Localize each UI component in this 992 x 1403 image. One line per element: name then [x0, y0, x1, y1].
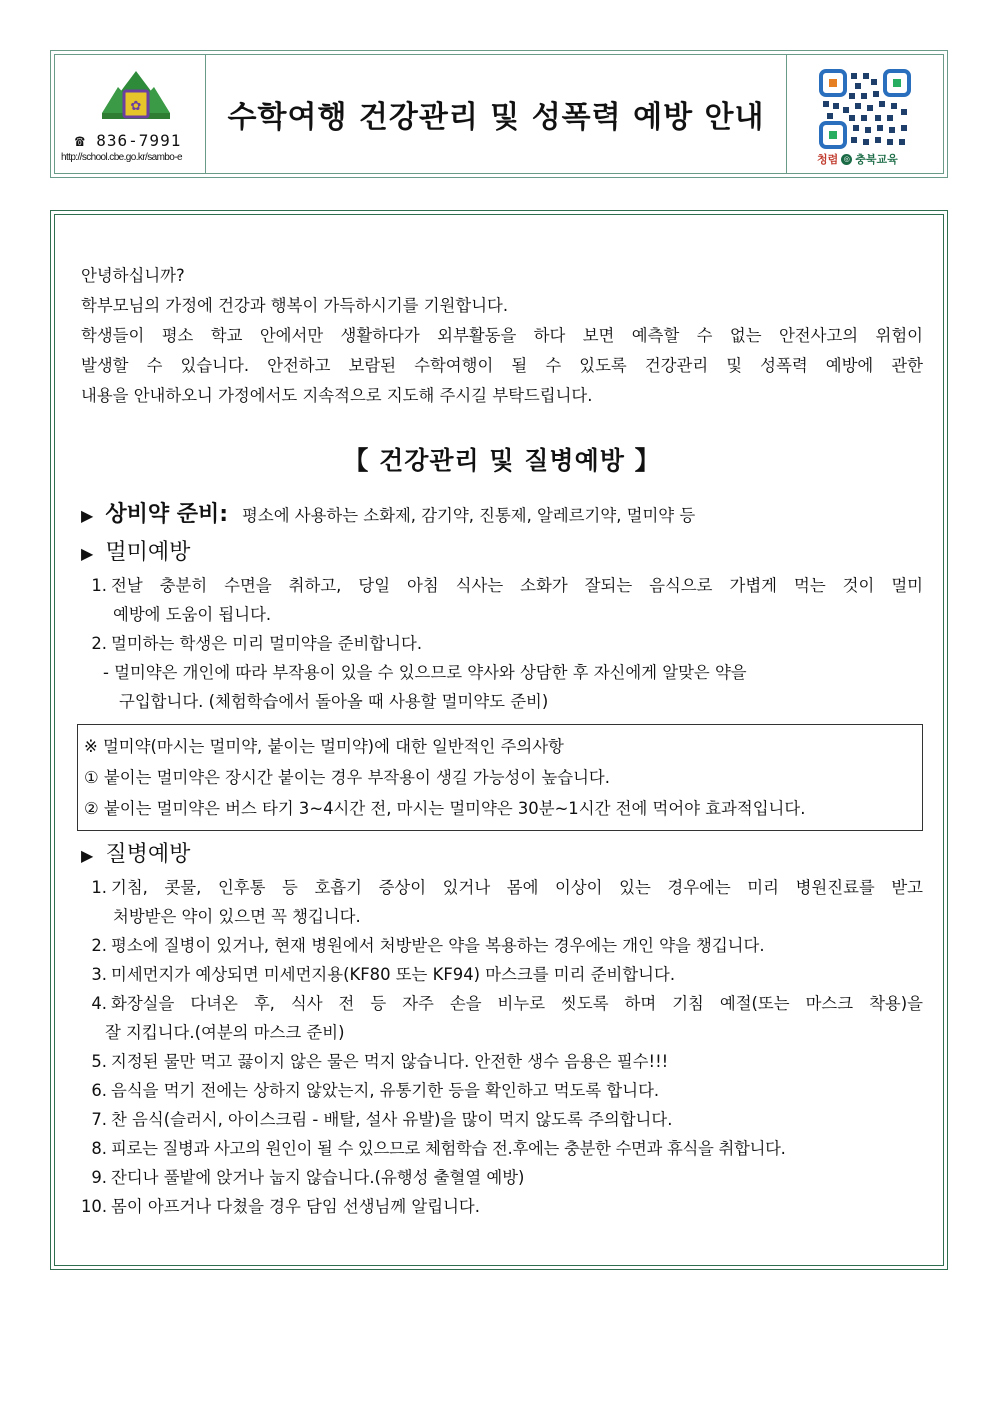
list-item: [81, 931, 923, 960]
header-frame: [50, 50, 948, 178]
intro-line: 안녕하십니까?: [81, 266, 185, 285]
medicine-label: 상비약 준비:: [105, 502, 229, 527]
item-text: 음식을 먹기 전에는 상하지 않았는지, 유통기한 등을 확인하고 먹도록 합니다.: [111, 1081, 660, 1100]
item-number: 5.: [91, 1052, 107, 1071]
motion-label: 멀미예방: [105, 540, 191, 565]
item-number: 2.: [91, 936, 107, 955]
item-number: 2.: [91, 634, 107, 653]
triangle-marker-icon: ▶: [81, 544, 94, 563]
school-info-cell: [55, 55, 206, 173]
list-item: [81, 1192, 923, 1221]
list-item: [81, 1105, 923, 1134]
item-line: 기침, 콧물, 인후통 등 호흡기 증상이 있거나 몸에 이상이 있는 경우에는 미리 병원진료를 받고: [111, 878, 923, 897]
medicine-text: 평소에 사용하는 소화제, 감기약, 진통제, 알레르기약, 멀미약 등: [242, 506, 696, 525]
item-number: 6.: [91, 1081, 107, 1100]
header-inner: [54, 54, 944, 174]
school-url[interactable]: http://school.cbe.go.kr/sambo-e: [61, 152, 182, 163]
sub-note: [81, 658, 923, 716]
intro-line: 내용을 안내하오니 가정에서도 지속적으로 지도해 주시길 부탁드립니다.: [81, 386, 593, 405]
item-number: 1.: [91, 576, 107, 595]
item-text: 몸이 아프거나 다쳤을 경우 담임 선생님께 알립니다.: [111, 1197, 480, 1216]
item-text: 지정된 물만 먹고 끓이지 않은 물은 먹지 않습니다. 안전한 생수 음용은 필수!!!: [111, 1052, 669, 1071]
sub-note-line: 구입합니다. (체험학습에서 돌아올 때 사용할 멀미약도 준비): [119, 692, 549, 711]
brand-mark-icon: ◎: [841, 154, 852, 165]
disease-label: 질병예방: [105, 842, 191, 867]
caution-line: ① 붙이는 멀미약은 장시간 붙이는 경우 부작용이 생길 가능성이 높습니다.: [84, 768, 610, 787]
intro-line: 학생들이 평소 학교 안에서만 생활하다가 외부활동을 하다 보면 예측할 수 없는 안전사고의 위험이: [81, 326, 923, 345]
school-phone: ☎ 836-7991: [75, 131, 182, 150]
title-cell: [206, 55, 787, 173]
item-text: 미세먼지가 예상되면 미세먼지용(KF80 또는 KF94) 마스크를 미리 준비합니다.: [111, 965, 676, 984]
brand-label: [817, 151, 898, 167]
item-text: 피로는 질병과 사고의 원인이 될 수 있으므로 체험학습 전.후에는 충분한 수면과 휴식을 취합니다.: [111, 1139, 786, 1158]
intro-line: 학부모님의 가정에 건강과 행복이 가득하시기를 기원합니다.: [81, 296, 509, 315]
item-number: 4.: [91, 994, 107, 1013]
item-line: 예방에 도움이 됩니다.: [113, 605, 272, 624]
list-item: [81, 571, 923, 629]
triangle-marker-icon: ▶: [81, 846, 94, 865]
list-item: [81, 1134, 923, 1163]
qr-code-icon[interactable]: [819, 69, 911, 149]
item-text: 평소에 질병이 있거나, 현재 병원에서 처방받은 약을 복용하는 경우에는 개인 약을 챙깁니다.: [111, 936, 765, 955]
page-title: 수학여행 건강관리 및 성폭력 예방 안내: [227, 100, 765, 135]
item-text: 잔디나 풀밭에 앉거나 눕지 않습니다.(유행성 출혈열 예방): [111, 1168, 525, 1187]
school-logo-icon: [98, 69, 174, 127]
item-line: 처방받은 약이 있으면 꼭 챙깁니다.: [113, 907, 361, 926]
main-inner: [54, 214, 944, 1266]
intro-line: 발생할 수 있습니다. 안전하고 보람된 수학여행이 될 수 있도록 건강관리 및 성폭력 예방에 관한: [81, 356, 923, 375]
item-number: 3.: [91, 965, 107, 984]
list-item: [81, 1047, 923, 1076]
content: [81, 261, 923, 1221]
brand-right: 충북교육: [855, 153, 898, 166]
list-item: [81, 1163, 923, 1192]
list-item: [81, 873, 923, 931]
triangle-marker-icon: ▶: [81, 506, 94, 525]
item-text: [105, 989, 923, 1047]
qr-cell: [787, 55, 943, 173]
item-number: 1.: [91, 878, 107, 897]
section-title: 【 건강관리 및 질병예방 】: [343, 446, 661, 475]
item-text: 멀미하는 학생은 미리 멀미약을 준비합니다.: [111, 634, 423, 653]
item-line: 잘 지킵니다.(여분의 마스크 준비): [105, 1023, 345, 1042]
item-line: 화장실을 다녀온 후, 식사 전 등 자주 손을 비누로 씻도록 하며 기침 예절(또는 마스크 착용)을: [111, 994, 923, 1013]
item-line: 전날 충분히 수면을 취하고, 당일 아침 식사는 소화가 잘되는 음식으로 가볍게 먹는 것이 멀미: [111, 576, 923, 595]
sub-note-line: - 멀미약은 개인에 따라 부작용이 있을 수 있으므로 약사와 상담한 후 자신에게 알맞은 약을: [103, 663, 747, 682]
list-item: [81, 960, 923, 989]
item-number: 9.: [91, 1168, 107, 1187]
main-frame: [50, 210, 948, 1270]
disease-list: [81, 873, 923, 1221]
svg-text:✿: ✿: [130, 99, 142, 114]
motion-heading: [81, 535, 923, 569]
item-text: 찬 음식(슬러시, 아이스크림 - 배탈, 설사 유발)을 많이 먹지 않도록 주의합니다.: [111, 1110, 673, 1129]
caution-box: [77, 724, 923, 831]
item-number: 8.: [91, 1139, 107, 1158]
list-item: [81, 989, 923, 1047]
item-text: [111, 571, 923, 629]
motion-list: [81, 571, 923, 716]
item-number: 7.: [91, 1110, 107, 1129]
list-item: [81, 1076, 923, 1105]
disease-heading: [81, 837, 923, 871]
brand-left: 청렴: [817, 153, 839, 166]
caution-line: ② 붙이는 멀미약은 버스 타기 3~4시간 전, 마시는 멀미약은 30분~1시간 전에 먹어야 효과적입니다.: [84, 799, 806, 818]
item-number: 10.: [81, 1197, 108, 1216]
caution-line: ※ 멀미약(마시는 멀미약, 붙이는 멀미약)에 대한 일반적인 주의사항: [84, 737, 564, 756]
medicine-heading: [81, 497, 923, 531]
list-item: [81, 629, 923, 658]
item-text: [111, 873, 923, 931]
